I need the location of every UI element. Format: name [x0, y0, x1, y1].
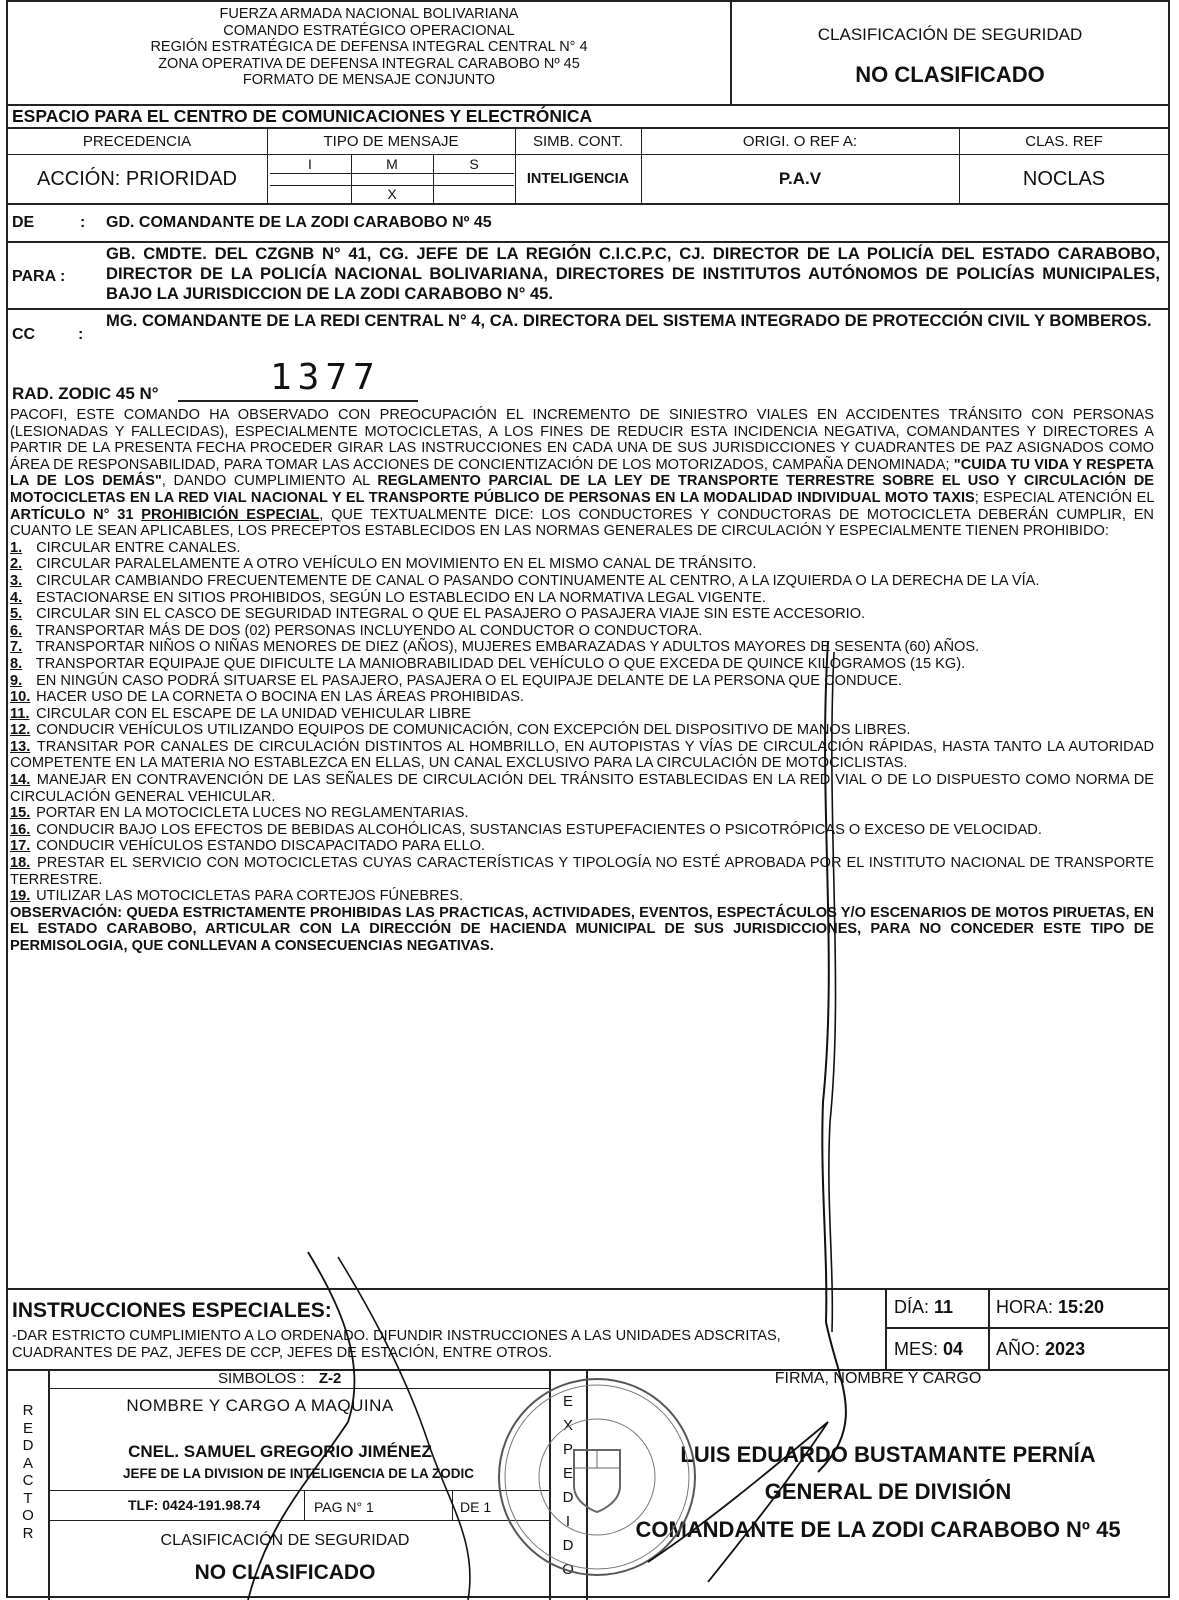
cc-colon: : [78, 326, 84, 343]
classification-label: CLASIFICACIÓN DE SEGURIDAD [817, 25, 1083, 44]
redactor-vertical: R E D A C T O R [22, 1402, 34, 1542]
signer-rank: GENERAL DE DIVISIÓN [764, 1479, 1012, 1504]
redactor-name: CNEL. SAMUEL GREGORIO JIMÉNEZ [128, 1442, 432, 1461]
list-item-text: CIRCULAR ENTRE CANALES. [36, 539, 241, 556]
list-item-number: 6. [10, 622, 23, 639]
org-line: FUERZA ARMADA NACIONAL BOLIVARIANA [219, 6, 519, 22]
list-item-number: 10. [10, 689, 31, 706]
list-item-number: 4. [10, 589, 23, 606]
simbolos-label: SIMBOLOS : [218, 1370, 305, 1387]
signer-post: COMANDANTE DE LA ZODI CARABOBO Nº 45 [635, 1517, 1121, 1542]
rad-label: RAD. ZODIC 45 N° [12, 384, 159, 403]
tipo-m: M [386, 155, 398, 172]
col-origi-ref: ORIGI. O REF A: [742, 132, 858, 150]
list-item-text: HACER USO DE LA CORNETA O BOCINA EN LAS ÁREAS PROHIBIDAS. [36, 689, 524, 706]
tlf: TLF: 0424-191.98.74 [128, 1497, 261, 1513]
month-value: 04 [943, 1339, 964, 1359]
month-label: MES: [894, 1339, 939, 1359]
intro-text: , DANDO CUMPLIMIENTO AL [161, 473, 370, 490]
de-value: GD. COMANDANTE DE LA ZODI CARABOBO Nº 45 [106, 214, 492, 231]
list-item-number: 17. [10, 838, 31, 855]
comms-section-title: ESPACIO PARA EL CENTRO DE COMUNICACIONES Y ELECTRÓNICA [12, 106, 593, 126]
origi-value: P.A.V [778, 169, 822, 188]
list-item-text: TRANSPORTAR NIÑOS O NIÑAS MENORES DE DIEZ (AÑOS), MUJERES EMBARAZADAS Y ADULTOS MAYORES DE SESENTA (60) AÑOS. [35, 639, 980, 656]
de-page: DE 1 [460, 1499, 492, 1515]
day-label: DÍA: [894, 1297, 930, 1317]
simb-value: INTELIGENCIA [526, 171, 630, 187]
cc-value: MG. COMANDANTE DE LA REDI CENTRAL N° 4, CA. DIRECTORA DEL SISTEMA INTEGRADO DE PROTECCIÓN CIVIL Y BOMBEROS. [106, 311, 1152, 330]
list-item-text: PORTAR EN LA MOTOCICLETA LUCES NO REGLAMENTARIAS. [36, 805, 469, 822]
list-item-text: CONDUCIR VEHÍCULOS ESTANDO DISCAPACITADO PARA ELLO. [36, 838, 486, 855]
list-item-text: TRANSPORTAR MÁS DE DOS (02) PERSONAS INCLUYENDO AL CONDUCTOR O CONDUCTORA. [35, 622, 703, 639]
list-item-text: CIRCULAR CAMBIANDO FRECUENTEMENTE DE CANAL O PASANDO CONTINUAMENTE AL CENTRO, A LA IZQUIERDA O LA DERECHA DE LA VÍA. [36, 572, 1040, 589]
clas-value: NOCLAS [1022, 167, 1106, 190]
rad-number: 1377 [270, 357, 381, 398]
list-item-number: 19. [10, 888, 31, 905]
year-value: 2023 [1045, 1339, 1086, 1359]
intro-text: ; ESPECIAL ATENCIÓN EL [974, 489, 1154, 506]
day-value: 11 [934, 1297, 954, 1317]
org-line: ZONA OPERATIVA DE DEFENSA INTEGRAL CARABOBO Nº 45 [158, 55, 580, 72]
col-simb-cont: SIMB. CONT. [532, 132, 623, 150]
list-item-number: 11. [10, 705, 30, 722]
list-item-number: 16. [10, 821, 31, 838]
reglamento-name: REGLAMENTO PARCIAL DE LA LEY DE TRANSPORTE TERRESTRE SOBRE EL USO Y CIRCULACIÓN DE MOTOCICLETAS EN LA RED VIAL NACIONAL Y EL TRANSPORTE PÚBLICO DE PERSONAS EN LA MODALIDAD INDIVIDUAL MOTO TAXIS [10, 473, 1154, 506]
list-item-number: 18. [10, 855, 31, 872]
footer-clas-label: CLASIFICACIÓN DE SEGURIDAD [160, 1532, 410, 1549]
hour-label: HORA: [996, 1297, 1054, 1317]
handwritten-signature [8, 2, 1172, 1600]
para-label: PARA : [12, 268, 66, 285]
list-item-number: 12. [10, 722, 31, 739]
firma-label: FIRMA, NOMBRE Y CARGO [774, 1370, 982, 1387]
col-tipo-mensaje: TIPO DE MENSAJE [323, 132, 459, 150]
articulo-ref: ARTÍCULO N° 31 [10, 506, 134, 523]
list-item-text: CONDUCIR BAJO LOS EFECTOS DE BEBIDAS ALCOHÓLICAS, SUSTANCIAS ESTUPEFACIENTES O PSICOTRÓPICAS O EXCESO DE VELOCIDAD. [36, 821, 1042, 838]
signer-name: LUIS EDUARDO BUSTAMANTE PERNÍA [680, 1442, 1096, 1467]
list-item-text: ESTACIONARSE EN SITIOS PROHIBIDOS, SEGÚN LO ESTABLECIDO EN LA NORMATIVA LEGAL VIGENTE. [36, 589, 766, 606]
intro-text: PACOFI, ESTE COMANDO HA OBSERVADO CON PREOCUPACIÓN EL INCREMENTO DE SINIESTRO VIALES EN ACCIDENTES TRÁNSITO CON PERSONAS (LESIONADAS Y FALLECIDAS), ESPECIALMENTE MOTOCICLETAS, A LOS FINES DE REDUCIR ESTA INCIDENCIA NEGATIVA, COMANDANTES Y DIRECTORES A PARTIR DE LA PRESENTA FECHA PROCEDER GIRAR LAS INSTRUCCIONES EN CADA UNA DE SUS JURISDICCIONES Y CUADRANTES DE PAZ ASIGNADOS COMO ÁREA DE RESPONSABILIDAD, PARA TOMAR LAS ACCIONES DE CONCIENTIZACIÓN DE LOS MOTORIZADOS, CAMPAÑA DENOMINADA; [10, 407, 1154, 473]
list-item-number: 3. [10, 572, 23, 589]
list-item-text: UTILIZAR LAS MOTOCICLETAS PARA CORTEJOS FÚNEBRES. [36, 888, 464, 905]
prohibicion-ref: PROHIBICIÓN ESPECIAL [141, 506, 320, 523]
special-text: -DAR ESTRICTO CUMPLIMIENTO A LO ORDENADO. DIFUNDIR INSTRUCCIONES A LAS UNIDADES ADSCRITAS, CUADRANTES DE PAZ, JEFES DE CCP, JEFES DE ESTACIÓN, ENTRE OTROS. [12, 1328, 781, 1361]
list-item-number: 7. [10, 639, 23, 656]
tipo-i: I [308, 155, 312, 172]
list-item-text: TRANSITAR POR CANALES DE CIRCULACIÓN DISTINTOS AL HOMBRILLO, EN AUTOPISTAS Y VÍAS DE CIRCULACIÓN RÁPIDAS, HASTA TANTO LA AUTORIDAD COMPETENTE EN LA MATERIA NO ESTABLEZCA EN ELLAS, UN CANAL EXCLUSIVO PARA LA CIRCULACIÓN DE MOTOCICLISTAS. [10, 738, 1154, 772]
list-item-text: CONDUCIR VEHÍCULOS UTILIZANDO EQUIPOS DE COMUNICACIÓN, CON EXCEPCIÓN DEL DISPOSITIVO DE MANOS LIBRES. [36, 722, 911, 739]
list-item-number: 5. [10, 606, 23, 623]
tipo-mark: X [387, 186, 397, 202]
nombre-label: NOMBRE Y CARGO A MAQUINA [126, 1396, 394, 1415]
list-item-number: 1. [10, 539, 23, 556]
list-item-text: EN NINGÚN CASO PODRÁ SITUARSE EL PASAJERO, PASAJERA O EL EQUIPAJE DELANTE DE LA PERSONA QUE CONDUCE. [36, 672, 902, 689]
observation: OBSERVACIÓN: QUEDA ESTRICTAMENTE PROHIBIDAS LAS PRACTICAS, ACTIVIDADES, EVENTOS, ESPECTÁCULOS Y/O ESCENARIOS DE MOTOS PIRUETAS, EN EL ESTADO CARABOBO, ARTICULAR CON LA DIRECCIÓN DE HACIENDA MUNICIPAL DE SUS JURISDICCIONES, PARA NO CONCEDER ESTE TIPO DE PERMISOLOGIA, QUE CONLLEVAN A CONSECUENCIAS NEGATIVAS. [10, 904, 1154, 954]
org-line: FORMATO DE MENSAJE CONJUNTO [242, 72, 496, 88]
list-item-number: 8. [10, 655, 23, 672]
col-clas-ref: CLAS. REF [1025, 132, 1103, 150]
list-item-text: CIRCULAR SIN EL CASCO DE SEGURIDAD INTEGRAL O QUE EL PASAJERO O PASAJERA VIAJE SIN ESTE ACCESORIO. [36, 606, 866, 623]
message-form [6, 0, 1170, 1598]
year-label: AÑO: [996, 1339, 1041, 1359]
list-item-text: MANEJAR EN CONTRAVENCIÓN DE LAS SEÑALES DE CIRCULACIÓN DEL TRÁNSITO ESTABLECIDAS EN LA RED VIAL O DE LO DISPUESTO COMO NORMA DE CIRCULACIÓN GENERAL VEHICULAR. [10, 772, 1154, 805]
col-precedencia: PRECEDENCIA [82, 132, 192, 150]
org-line: COMANDO ESTRATÉGICO OPERACIONAL [223, 22, 515, 39]
de-colon: : [80, 214, 86, 231]
tipo-s: S [469, 155, 479, 172]
org-line: REGIÓN ESTRATÉGICA DE DEFENSA INTEGRAL CENTRAL N° 4 [150, 39, 588, 55]
precedencia-value: ACCIÓN: PRIORIDAD [36, 167, 238, 190]
special-title: INSTRUCCIONES ESPECIALES: [12, 1299, 332, 1322]
para-value: GB. CMDTE. DEL CZGNB N° 41, CG. JEFE DE LA REGIÓN C.I.C.P.C, CJ. DIRECTOR DE LA POLICÍA DEL ESTADO CARABOBO, DIRECTOR DE LA POLICÍA NACIONAL BOLIVARIANA, DIRECTORES DE INSTITUTOS AUTÓNOMOS DE POLICÍAS MUNICIPALES, BAJO LA JURISDICCION DE LA ZODI CARABOBO N° 45. [106, 244, 1160, 303]
hour-value: 15:20 [1058, 1297, 1105, 1317]
list-item-number: 13. [10, 738, 31, 755]
campaign-name: "CUIDA TU VIDA Y RESPETA LA DE LOS DEMÁS" [10, 456, 1154, 490]
list-item-number: 15. [10, 805, 31, 822]
list-item-text: TRANSPORTAR EQUIPAJE QUE DIFICULTE LA MANIOBRABILIDAD DEL VEHÍCULO O QUE EXCEDA DE QUINCE KILOGRAMOS (15 KG). [35, 655, 966, 672]
intro-text: , QUE TEXTUALMENTE DICE: LOS CONDUCTORES Y CONDUCTORAS DE MOTOCICLETA DEBERÁN CUMPLIR, EN CUANTO LE SEAN APLICABLES, LOS PRECEPTOS ESTABLECIDOS EN LAS NORMAS GENERALES DE CIRCULACIÓN Y ESPECIALMENTE TIENEN PROHIBIDO: [10, 506, 1154, 540]
list-item-text: PRESTAR EL SERVICIO CON MOTOCICLETAS CUYAS CARACTERÍSTICAS Y TIPOLOGÍA NO ESTÉ APROBADA POR EL INSTITUTO NACIONAL DE TRANSPORTE TERRESTRE. [10, 855, 1154, 888]
list-item-number: 14. [10, 772, 31, 789]
simbolos-value: Z-2 [318, 1370, 342, 1387]
list-item-number: 2. [10, 556, 23, 573]
pag: PAG N° 1 [314, 1499, 374, 1515]
list-item-text: CIRCULAR CON EL ESCAPE DE LA UNIDAD VEHICULAR LIBRE [36, 705, 472, 722]
list-item-text: CIRCULAR PARALELAMENTE A OTRO VEHÍCULO EN MOVIMIENTO EN EL MISMO CANAL DE TRÁNSITO. [36, 556, 757, 573]
classification-value: NO CLASIFICADO [855, 62, 1045, 87]
footer-clas-value: NO CLASIFICADO [194, 1561, 376, 1584]
expedido-vertical: E X P E D I D O [562, 1393, 574, 1578]
cc-label: CC [12, 326, 36, 343]
de-label: DE [12, 214, 35, 231]
redactor-title: JEFE DE LA DIVISION DE INTELIGENCIA DE LA ZODIC [122, 1466, 475, 1481]
list-item-number: 9. [10, 672, 23, 689]
